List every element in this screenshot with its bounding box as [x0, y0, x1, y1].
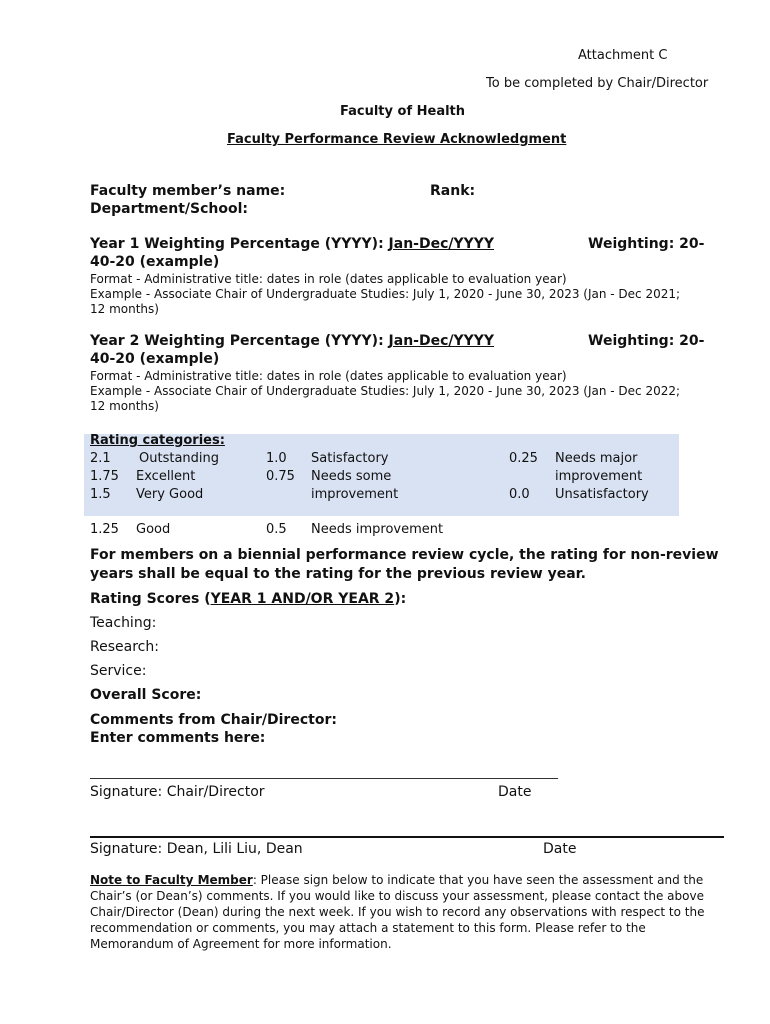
rating-label: Very Good: [136, 487, 204, 502]
rating-label: Satisfactory: [311, 451, 389, 466]
year1-example-cont: 12 months): [90, 302, 159, 316]
comments-label: Comments from Chair/Director:: [90, 712, 337, 728]
rank-label: Rank:: [430, 183, 476, 199]
rating-score: 1.25: [90, 522, 119, 537]
rating-score: 1.0: [266, 451, 287, 466]
year1-heading-text: Year 1 Weighting Percentage (YYYY):: [90, 236, 384, 252]
rating-label: Needs some: [311, 469, 392, 484]
faculty-title: Faculty of Health: [340, 104, 466, 119]
member-name-label: Faculty member’s name:: [90, 183, 286, 199]
rating-score: 1.75: [90, 469, 119, 484]
year2-example-cont: 12 months): [90, 399, 159, 413]
note-body: : Please sign below to indicate that you have seen the assessment and the Chair’s (or Dean’s) comments. If you would like to discuss your assessment, please contact the above Chair/Director (Dean) during the next week. If you wish to record any observations with respect to the recommendation or comments, you may attach a statement to this form. Please refer to the Memorandum of Agreement for more information.: [90, 873, 705, 951]
rating-scores-label: [90, 590, 406, 608]
research-field[interactable]: Research:: [90, 639, 159, 655]
rating-categories-title: Rating categories:: [90, 433, 225, 448]
year2-period: Jan-Dec/YYYY: [388, 333, 495, 349]
year1-period: Jan-Dec/YYYY: [388, 236, 495, 252]
rating-scores-years: YEAR 1 AND/OR YEAR 2: [210, 591, 395, 607]
rating-score: 0.0: [509, 487, 530, 502]
dean-signature-line[interactable]: [90, 836, 724, 838]
biennial-note-line2: years shall be equal to the rating for the previous review year.: [90, 566, 586, 582]
chair-date-label: Date: [498, 784, 532, 800]
rating-label: Unsatisfactory: [555, 487, 649, 502]
rating-score: 2.1: [90, 451, 111, 466]
dean-signature-label: Signature: Dean, Lili Liu, Dean: [90, 841, 303, 857]
year1-heading: [90, 235, 494, 253]
year1-example: Example - Associate Chair of Undergraduate Studies: July 1, 2020 - June 30, 2023 (Jan - Dec 2021;: [90, 287, 681, 301]
dean-date-label: Date: [543, 841, 577, 857]
year2-example: Example - Associate Chair of Undergraduate Studies: July 1, 2020 - June 30, 2023 (Jan - Dec 2022;: [90, 384, 681, 398]
rating-label: Outstanding: [139, 451, 219, 466]
year1-format: Format - Administrative title: dates in role (dates applicable to evaluation year): [90, 272, 567, 286]
completed-by-label: To be completed by Chair/Director: [486, 76, 709, 91]
chair-signature-line[interactable]: ______________________________________________________________________________: [90, 765, 558, 779]
comments-input[interactable]: Enter comments here:: [90, 730, 266, 746]
teaching-field[interactable]: Teaching:: [90, 615, 157, 631]
rating-label: improvement: [311, 487, 399, 502]
form-title: Faculty Performance Review Acknowledgment: [227, 132, 567, 147]
rating-label: improvement: [555, 469, 643, 484]
year1-weighting-cont: 40-20 (example): [90, 254, 220, 270]
rating-score: 1.5: [90, 487, 111, 502]
department-label: Department/School:: [90, 201, 249, 217]
overall-score-field[interactable]: Overall Score:: [90, 687, 202, 703]
year2-heading-text: Year 2 Weighting Percentage (YYYY):: [90, 333, 384, 349]
faculty-member-note: [90, 872, 722, 952]
year1-weighting: Weighting: 20-: [588, 236, 705, 252]
rating-label: Needs improvement: [311, 522, 444, 537]
chair-signature-label: Signature: Chair/Director: [90, 784, 265, 800]
rating-scores-prefix: Rating Scores (: [90, 591, 211, 607]
rating-score: 0.5: [266, 522, 287, 537]
rating-label: Good: [136, 522, 171, 537]
rating-label: Needs major: [555, 451, 638, 466]
rating-score: 0.75: [266, 469, 295, 484]
rating-score: 0.25: [509, 451, 538, 466]
service-field[interactable]: Service:: [90, 663, 147, 679]
rating-scores-suffix: ):: [394, 591, 407, 607]
year2-weighting-cont: 40-20 (example): [90, 351, 220, 367]
year2-heading: [90, 332, 494, 350]
year2-format: Format - Administrative title: dates in role (dates applicable to evaluation year): [90, 369, 567, 383]
year2-weighting: Weighting: 20-: [588, 333, 705, 349]
rating-label: Excellent: [136, 469, 196, 484]
note-lead: Note to Faculty Member: [90, 873, 253, 887]
attachment-label: Attachment C: [578, 48, 668, 63]
biennial-note-line1: For members on a biennial performance review cycle, the rating for non-review: [90, 547, 719, 563]
